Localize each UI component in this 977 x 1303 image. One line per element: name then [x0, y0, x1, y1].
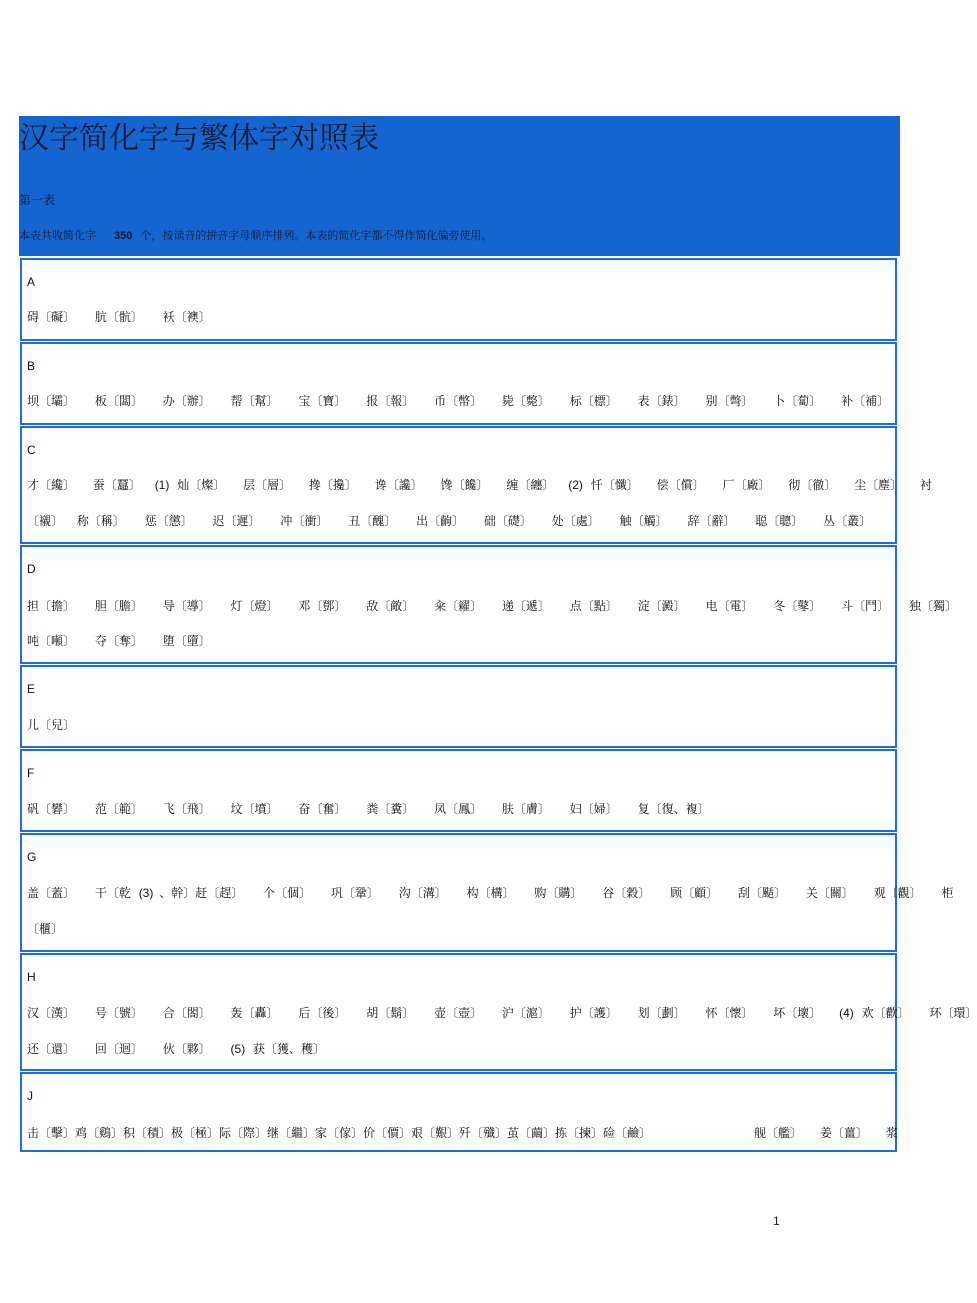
- section-c: [20, 426, 932, 544]
- section-letter: D: [27, 562, 36, 576]
- char-pair: 〔櫃〕: [27, 922, 64, 936]
- char-pair: 灿〔燦〕: [177, 478, 226, 492]
- char-pair: 递〔遞〕: [501, 599, 550, 613]
- char-pair: 护〔護〕: [569, 1006, 618, 1020]
- char-pair-run: 击〔擊〕鸡〔鷄〕积〔積〕极〔極〕际〔際〕继〔繼〕家〔傢〕价〔價〕艰〔艱〕歼〔殲〕茧〔繭〕拣〔揀〕硷〔鹼〕: [27, 1126, 652, 1140]
- char-pair: 触〔觸〕: [619, 514, 668, 528]
- char-pair: 表〔錶〕: [637, 394, 686, 408]
- char-pair: 点〔點〕: [569, 599, 618, 613]
- char-pair: 尘〔塵〕: [854, 478, 903, 492]
- char-pair: 构〔構〕: [466, 886, 515, 900]
- char-pair: 坟〔墳〕: [230, 802, 279, 816]
- char-pair: 丛〔叢〕: [823, 514, 872, 528]
- char-pair: 范〔範〕: [94, 802, 143, 816]
- section-letter: J: [27, 1089, 33, 1103]
- section-letter: E: [27, 682, 36, 696]
- section-letter: G: [27, 850, 37, 864]
- char-pair: 籴〔糴〕: [434, 599, 483, 613]
- char-pair: 后〔後〕: [298, 1006, 347, 1020]
- char-pair: 沪〔滬〕: [501, 1006, 550, 1020]
- char-pair: 馋〔饞〕: [440, 478, 489, 492]
- char-pair: 妇〔婦〕: [569, 802, 618, 816]
- section-b: [20, 342, 897, 425]
- section-h-line-2: [27, 1041, 325, 1057]
- char-pair: 冲〔衝〕: [280, 514, 329, 528]
- char-pair: 个〔個〕: [263, 886, 312, 900]
- footnote-mark: (2): [568, 478, 583, 492]
- char-pair: 凤〔鳳〕: [434, 802, 483, 816]
- section-g: [20, 833, 954, 952]
- char-pair: 堕〔墮〕: [162, 634, 211, 648]
- char-pair: 报〔報〕: [366, 394, 415, 408]
- char-pair: 谷〔穀〕: [602, 886, 651, 900]
- char-pair: 丑〔醜〕: [348, 514, 397, 528]
- char-pair: 偿〔償〕: [656, 478, 705, 492]
- section-j-line-1-dense: [27, 1125, 687, 1141]
- char-pair: 姜〔薑〕: [819, 1126, 868, 1140]
- char-pair: 标〔標〕: [569, 394, 618, 408]
- section-g-line-1: [27, 885, 954, 901]
- section-d-line-1: [27, 598, 957, 614]
- char-pair: 柜: [941, 886, 954, 900]
- table-note: [19, 229, 492, 243]
- char-pair: 胆〔膽〕: [94, 599, 143, 613]
- char-pair: 舰〔艦〕: [754, 1126, 803, 1140]
- section-letter: C: [27, 443, 36, 457]
- char-pair: 宝〔寶〕: [298, 394, 347, 408]
- table-subtitle: 第一表: [19, 193, 56, 207]
- char-pair: 顾〔顧〕: [670, 886, 719, 900]
- char-pair: 轰〔轟〕: [230, 1006, 279, 1020]
- section-f-line-1: [27, 801, 710, 817]
- char-pair: 邓〔鄧〕: [298, 599, 347, 613]
- char-pair: 出〔齣〕: [416, 514, 465, 528]
- page-number: 1: [773, 1214, 780, 1228]
- char-pair: 浆: [885, 1126, 898, 1140]
- char-pair: 担〔擔〕: [27, 599, 76, 613]
- page-title: 汉字简化字与繁体字对照表: [19, 121, 379, 156]
- section-b-line-1: [27, 393, 889, 409]
- char-pair: 汉〔漢〕: [27, 1006, 76, 1020]
- char-pair-gan-a: 干〔乾: [94, 886, 131, 900]
- char-pair: 办〔辦〕: [162, 394, 211, 408]
- char-pair: 巩〔鞏〕: [330, 886, 379, 900]
- char-pair: 才〔纔〕: [27, 478, 76, 492]
- char-pair: 厂〔廠〕: [722, 478, 771, 492]
- char-pair: 观〔觀〕: [873, 886, 922, 900]
- char-pair: 彻〔徹〕: [788, 478, 837, 492]
- char-pair: 碍〔礙〕: [27, 310, 76, 324]
- char-pair: 伙〔夥〕: [162, 1042, 211, 1056]
- char-pair: 辞〔辭〕: [687, 514, 736, 528]
- char-pair: 划〔劃〕: [637, 1006, 686, 1020]
- section-h-line-1: [27, 1005, 977, 1021]
- char-pair: 矾〔礬〕: [27, 802, 76, 816]
- char-pair: 蚕〔蠶〕: [92, 478, 141, 492]
- char-pair: 补〔補〕: [841, 394, 890, 408]
- char-pair: 层〔層〕: [243, 478, 292, 492]
- section-f: [20, 749, 897, 832]
- section-d-line-2: [27, 633, 211, 649]
- char-pair: 壶〔壺〕: [434, 1006, 483, 1020]
- char-pair: 处〔處〕: [551, 514, 600, 528]
- char-pair: 回〔迴〕: [94, 1042, 143, 1056]
- footnote-mark: (3): [138, 886, 154, 900]
- char-pair: 购〔購〕: [534, 886, 583, 900]
- section-h: [20, 953, 977, 1071]
- char-pair: 惩〔懲〕: [144, 514, 193, 528]
- char-pair: 别〔彆〕: [705, 394, 754, 408]
- section-letter: A: [27, 275, 36, 289]
- char-pair: 帮〔幫〕: [230, 394, 279, 408]
- char-pair: 刮〔颳〕: [737, 886, 786, 900]
- char-pair: 环〔環〕: [929, 1006, 977, 1020]
- section-letter: B: [27, 359, 36, 373]
- char-pair: 号〔號〕: [94, 1006, 143, 1020]
- char-pair: 肮〔骯〕: [94, 310, 143, 324]
- char-pair: 板〔闆〕: [94, 394, 143, 408]
- note-count: 350: [114, 230, 133, 242]
- char-pair: 淀〔澱〕: [637, 599, 686, 613]
- char-pair: 灯〔燈〕: [230, 599, 279, 613]
- footnote-mark: (1): [154, 478, 170, 492]
- section-letter: H: [27, 970, 36, 984]
- footnote-mark: (5): [230, 1042, 246, 1056]
- char-pair-gan-b: 、幹〕赶〔趕〕: [159, 886, 244, 900]
- note-text-before: 本表共收简化字: [19, 229, 96, 242]
- char-pair: 欢〔歡〕: [861, 1006, 910, 1020]
- char-pair: 卜〔蔔〕: [773, 394, 822, 408]
- char-pair: 敌〔敵〕: [366, 599, 415, 613]
- char-pair: 还〔還〕: [27, 1042, 76, 1056]
- char-pair: 关〔關〕: [805, 886, 854, 900]
- char-pair: 〔襯〕: [27, 514, 64, 528]
- char-pair: 肤〔膚〕: [501, 802, 550, 816]
- char-pair: 飞〔飛〕: [162, 802, 211, 816]
- footnote-mark: (4): [839, 1006, 854, 1020]
- char-pair: 币〔幣〕: [434, 394, 483, 408]
- char-pair: 合〔閤〕: [162, 1006, 211, 1020]
- char-pair: 忏〔懺〕: [590, 478, 639, 492]
- char-pair: 盖〔蓋〕: [27, 886, 76, 900]
- char-pair: 夺〔奪〕: [94, 634, 143, 648]
- char-pair: 冬〔鼕〕: [773, 599, 822, 613]
- char-pair: 谗〔讒〕: [374, 478, 423, 492]
- section-g-line-2: [27, 921, 63, 937]
- char-pair: 缠〔纏〕: [506, 478, 555, 492]
- char-pair: 迟〔遲〕: [212, 514, 261, 528]
- char-pair: 粪〔糞〕: [366, 802, 415, 816]
- char-pair: 怀〔懷〕: [705, 1006, 754, 1020]
- char-pair: 胡〔鬍〕: [366, 1006, 415, 1020]
- char-pair: 奋〔奮〕: [298, 802, 347, 816]
- section-j: [20, 1072, 897, 1152]
- char-pair: 导〔導〕: [162, 599, 211, 613]
- section-a-line-1: [27, 309, 211, 325]
- section-c-line-1: [27, 477, 932, 493]
- section-a: [20, 258, 897, 341]
- char-pair: 沟〔溝〕: [398, 886, 447, 900]
- char-pair: 独〔獨〕: [908, 599, 957, 613]
- char-pair: 坏〔壞〕: [773, 1006, 822, 1020]
- char-pair: 复〔復、複〕: [637, 802, 710, 816]
- char-pair: 电〔電〕: [705, 599, 754, 613]
- char-pair: 础〔礎〕: [483, 514, 532, 528]
- char-pair: 搀〔攙〕: [308, 478, 357, 492]
- char-pair: 聪〔聰〕: [755, 514, 804, 528]
- section-letter: F: [27, 766, 35, 780]
- section-d: [20, 545, 957, 664]
- char-pair: 斗〔鬥〕: [841, 599, 890, 613]
- char-pair: 获〔獲、穫〕: [253, 1042, 326, 1056]
- char-pair: 衬: [919, 478, 932, 492]
- char-pair: 袄〔襖〕: [162, 310, 211, 324]
- char-pair: 毙〔斃〕: [501, 394, 550, 408]
- char-pair: 儿〔兒〕: [27, 718, 76, 732]
- note-text-after: 个，按读音的拼音字母顺序排列。本表的简化字都不得作简化偏旁使用。: [140, 229, 493, 242]
- char-pair: 吨〔噸〕: [27, 634, 76, 648]
- section-e: [20, 665, 897, 748]
- char-pair: 坝〔壩〕: [27, 394, 76, 408]
- section-c-line-2: [27, 513, 871, 529]
- section-j-line-1-tail: [754, 1125, 898, 1141]
- section-e-line-1: [27, 717, 75, 733]
- char-pair: 称〔稱〕: [76, 514, 125, 528]
